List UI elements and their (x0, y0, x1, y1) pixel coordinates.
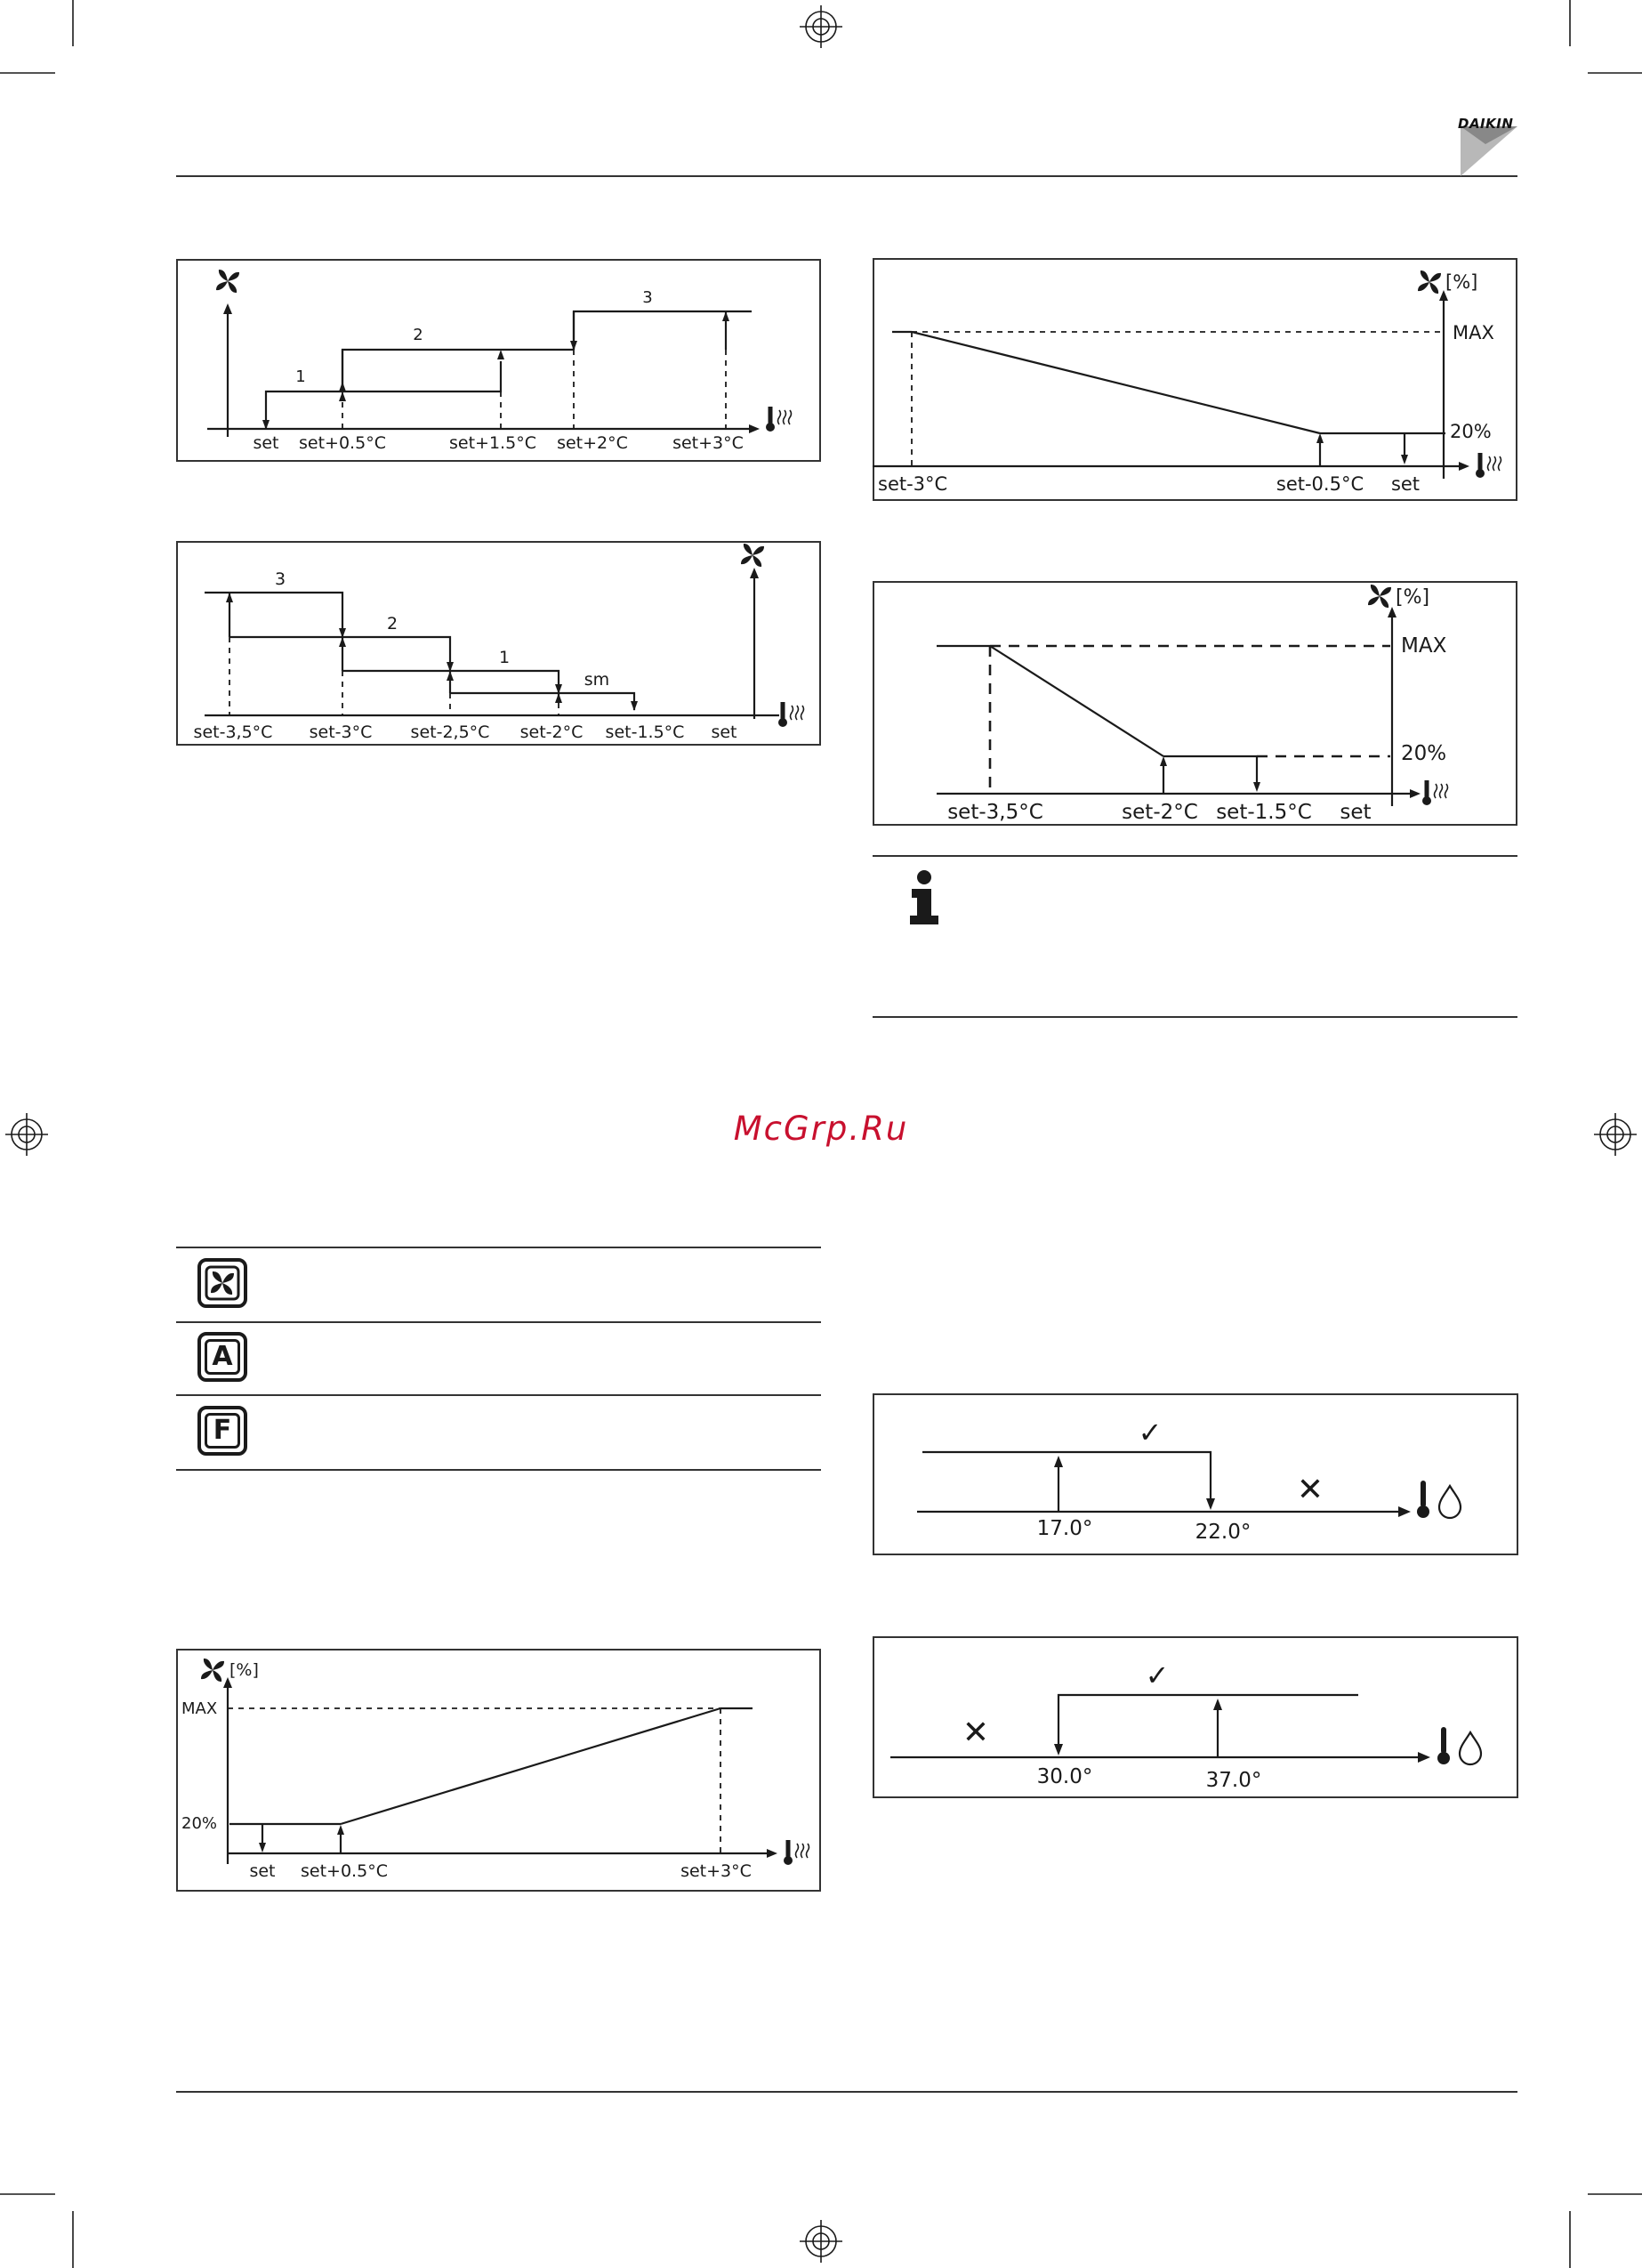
x-tick-label: set+1.5°C (449, 433, 536, 453)
step-label: 2 (413, 326, 423, 344)
note-bottom-rule (873, 1016, 1517, 1018)
brand-name: DAIKIN (1458, 116, 1514, 132)
step-label: 3 (274, 569, 286, 589)
y-tick-label: MAX (181, 1699, 218, 1718)
thermometer-humidity-icon (1437, 1727, 1481, 1764)
fan-icon (205, 1265, 240, 1301)
series-line (912, 332, 1320, 433)
enabled-check-icon: ✓ (1138, 1416, 1163, 1449)
x-tick-label: set-0.5°C (1276, 473, 1364, 495)
note-top-rule (873, 855, 1517, 857)
step-label: 2 (386, 614, 398, 634)
info-icon (906, 869, 942, 926)
fan-icon (1368, 585, 1391, 608)
fan-icon (741, 544, 764, 567)
chart-dehumidification-low (873, 1393, 1518, 1555)
y-unit-label: [%] (1445, 271, 1478, 293)
fan-icon (216, 270, 239, 293)
x-tick-label: set+0.5°C (301, 1861, 388, 1881)
chart-modulating-heating (176, 1649, 821, 1892)
x-tick-label: set (1340, 801, 1372, 824)
fan-only-mode-icon (197, 1406, 247, 1456)
step-label: sm (584, 670, 610, 690)
fan-only-mode-letter: F (205, 1413, 240, 1449)
x-tick-label: set+3°C (672, 433, 744, 453)
x-tick-label: set (249, 1861, 276, 1881)
x-tick-label: set-1.5°C (605, 722, 685, 742)
disabled-cross-icon: ✕ (962, 1715, 990, 1751)
x-tick-label: set-2°C (519, 722, 584, 742)
footer-rule (176, 2091, 1517, 2093)
x-tick-label: set-3,5°C (947, 801, 1043, 824)
y-tick-label: 20% (1450, 421, 1492, 442)
table-rule (176, 1469, 821, 1471)
thermometer-heat-icon (1476, 453, 1501, 478)
x-tick-label: set-2,5°C (410, 722, 490, 742)
y-unit-label: [%] (229, 1660, 259, 1680)
thermometer-humidity-icon (1417, 1481, 1461, 1518)
enabled-check-icon: ✓ (1145, 1659, 1170, 1692)
y-tick-label: MAX (1401, 634, 1447, 658)
x-tick-label: set-1.5°C (1216, 801, 1312, 824)
x-tick-label: 17.0° (1036, 1517, 1093, 1540)
table-rule (176, 1394, 821, 1396)
fan-icon (1418, 270, 1441, 294)
x-tick-label: set-2°C (1122, 801, 1198, 824)
chart-dehumidification-high (873, 1636, 1518, 1798)
step-label: 1 (498, 648, 511, 667)
y-tick-label: MAX (1453, 322, 1494, 343)
registration-mark-top (800, 5, 842, 48)
chart-cooling-steps (176, 541, 821, 746)
registration-mark-bottom (800, 2220, 842, 2263)
table-rule (176, 1321, 821, 1323)
y-tick-label: 20% (1401, 742, 1447, 765)
fan-icon (201, 1659, 224, 1682)
header-rule (176, 175, 1517, 177)
fan-mode-icon (197, 1258, 247, 1308)
thermometer-heat-icon (778, 702, 804, 727)
x-tick-label: 30.0° (1036, 1765, 1093, 1788)
chart-heating-steps (176, 259, 821, 462)
watermark: McGrp.Ru (733, 1110, 909, 1148)
chart-modulating-cooling-3 (873, 258, 1517, 501)
daikin-logo (1459, 126, 1517, 176)
series-line (922, 1452, 1211, 1502)
x-tick-label: 22.0° (1195, 1521, 1252, 1544)
y-unit-label: [%] (1396, 586, 1430, 609)
x-tick-label: set (1390, 473, 1421, 495)
chart-modulating-cooling-3-5 (873, 581, 1517, 826)
series-line (341, 1708, 720, 1824)
step-line-2 (342, 350, 574, 391)
thermometer-heat-icon (784, 1840, 809, 1865)
x-tick-label: set+0.5°C (299, 433, 386, 453)
step-label: 1 (295, 367, 306, 386)
thermometer-heat-icon (766, 407, 792, 432)
x-tick-label: set-3,5°C (193, 722, 273, 742)
auto-mode-icon (197, 1332, 247, 1382)
x-tick-label: set (711, 722, 737, 742)
auto-mode-letter: A (205, 1339, 240, 1375)
thermometer-heat-icon (1422, 780, 1448, 805)
disabled-cross-icon: ✕ (1296, 1472, 1324, 1508)
y-tick-label: 20% (181, 1814, 218, 1833)
x-tick-label: set-3°C (309, 722, 373, 742)
x-tick-label: set+3°C (680, 1861, 752, 1881)
series-line (990, 646, 1163, 756)
x-tick-label: set (253, 433, 279, 453)
x-tick-label: set-3°C (878, 473, 948, 495)
table-rule (176, 1247, 821, 1248)
step-label: 3 (642, 288, 653, 307)
x-tick-label: 37.0° (1205, 1769, 1262, 1792)
series-line (1058, 1695, 1358, 1747)
x-tick-label: set+2°C (557, 433, 628, 453)
